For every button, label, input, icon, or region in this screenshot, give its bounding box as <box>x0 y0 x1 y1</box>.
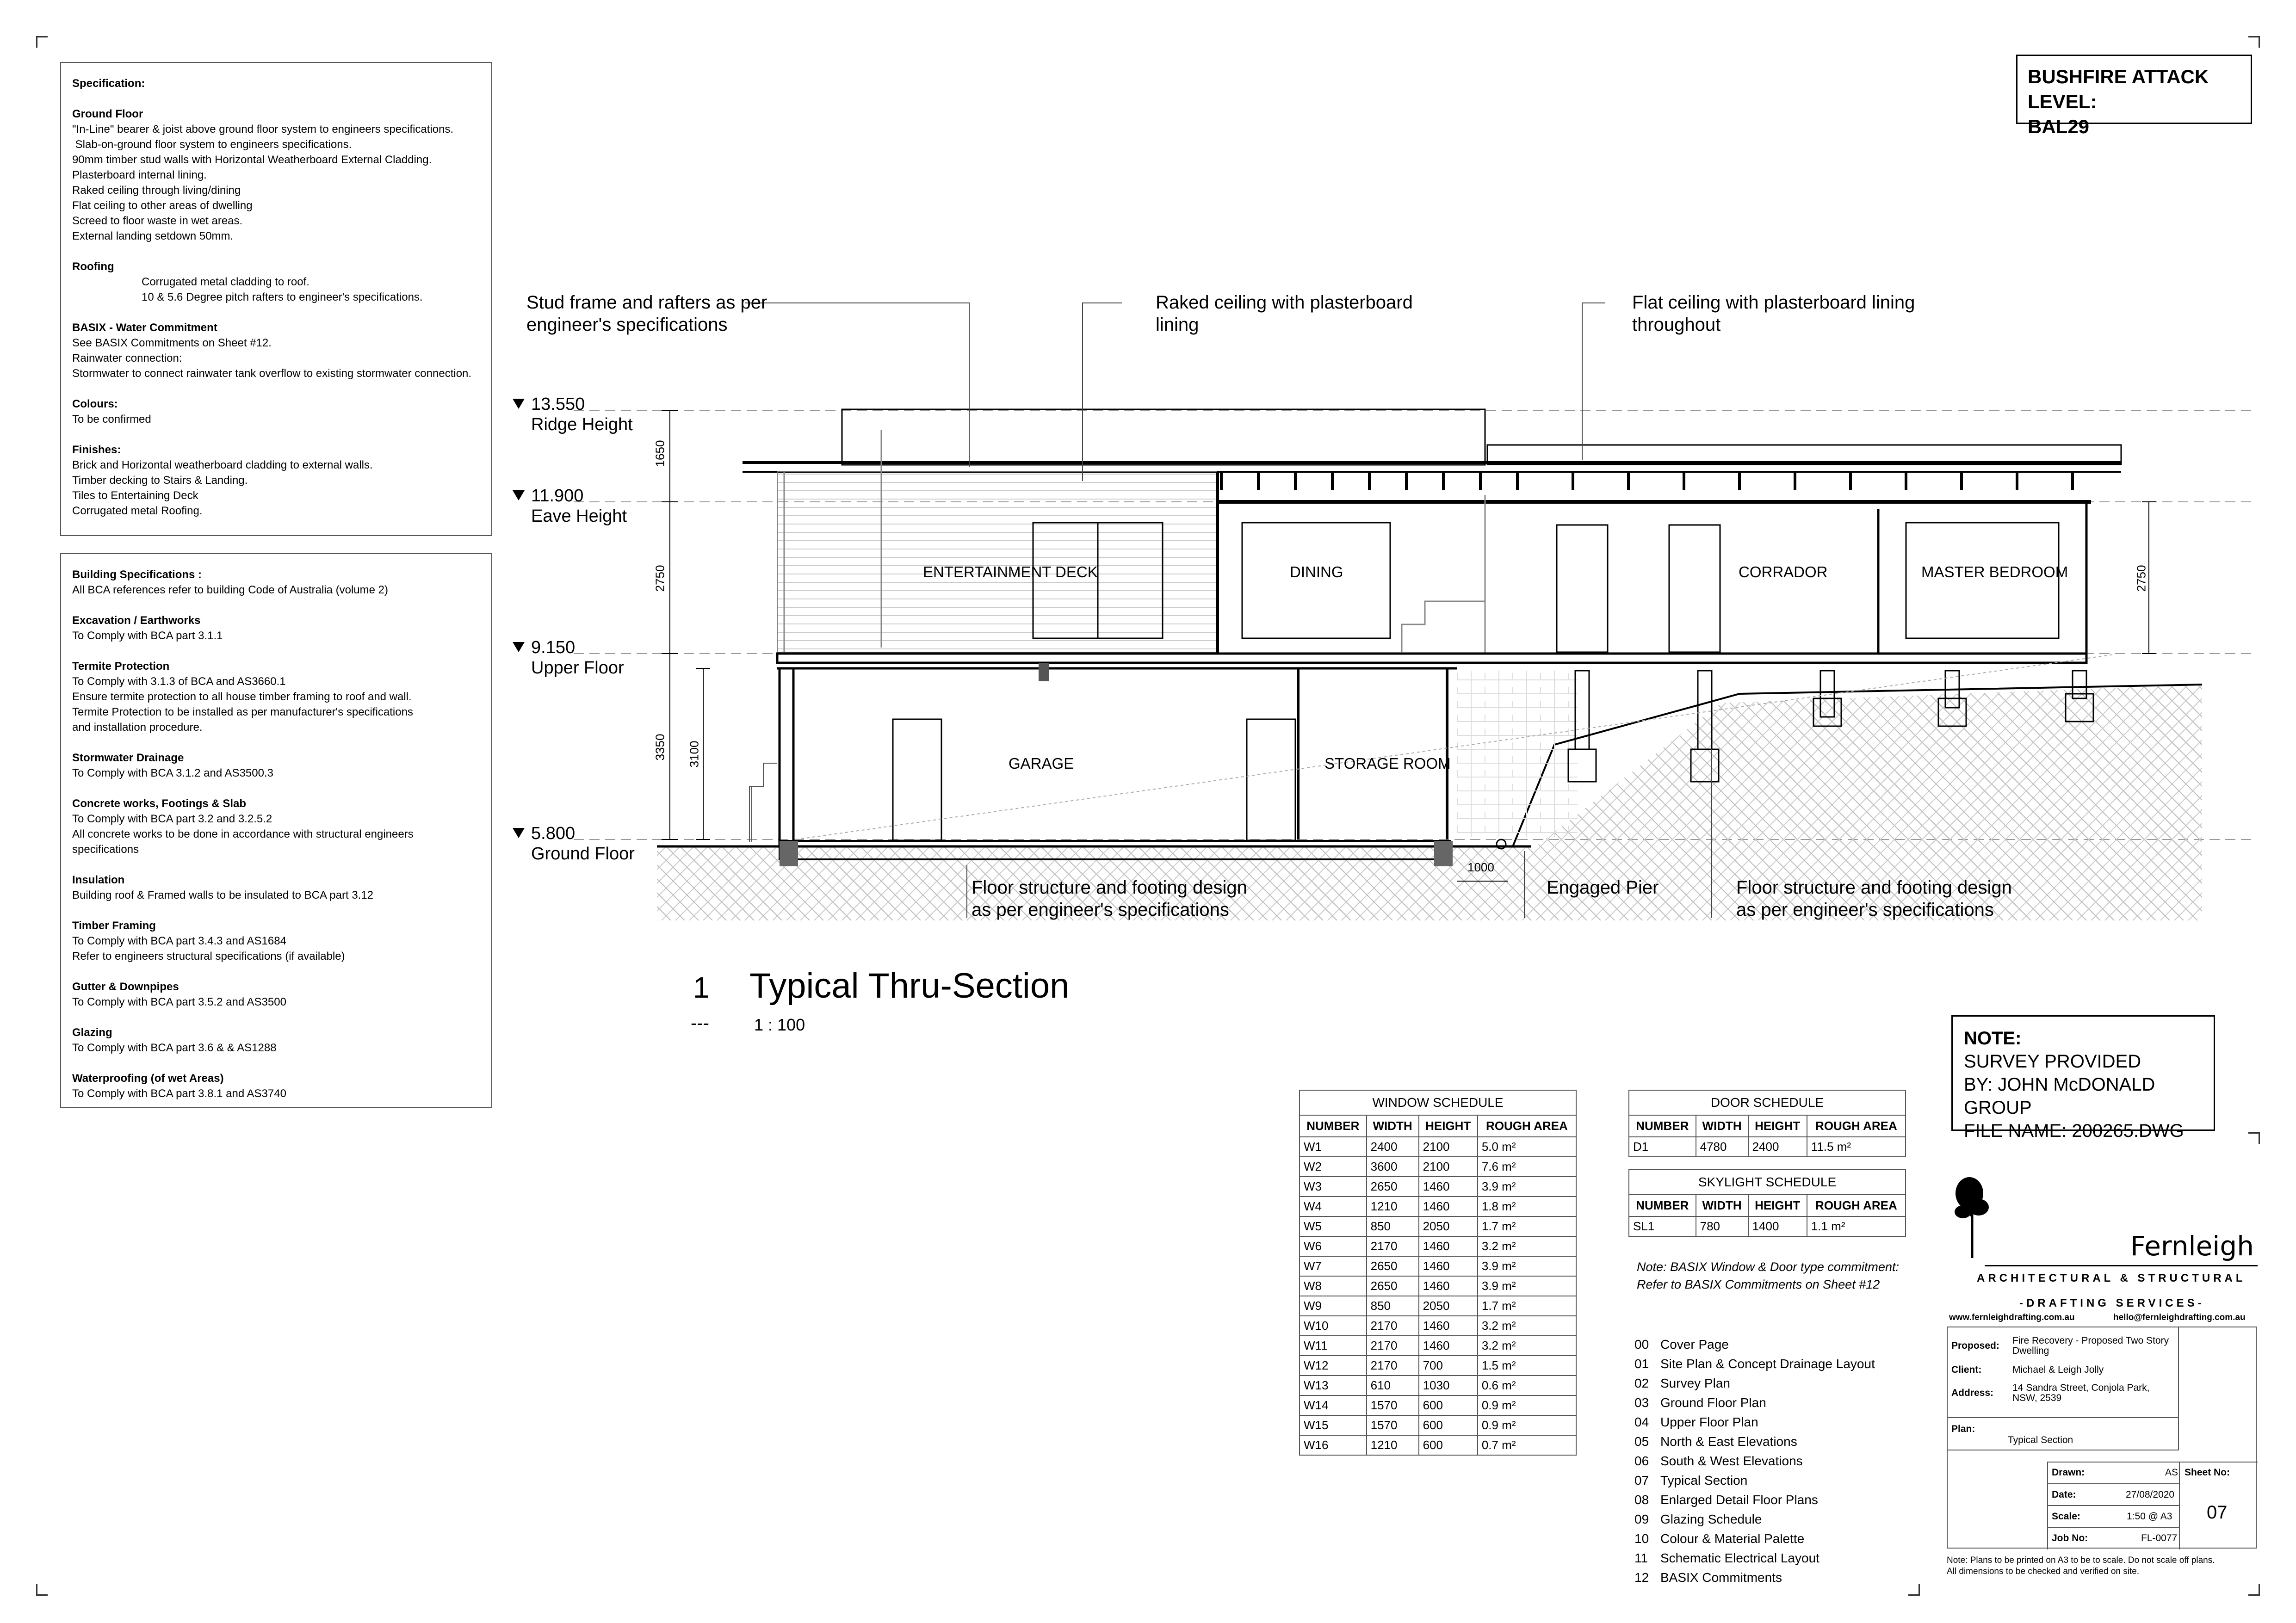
spec-heading: Colours: <box>72 398 118 410</box>
job-value: FL-0077 <box>2141 1533 2178 1543</box>
sheet-name: BASIX Commitments <box>1660 1570 1782 1585</box>
cell: 3.9 m² <box>1478 1177 1576 1197</box>
title-block <box>1947 1327 2257 1549</box>
proposed-value <box>2012 1336 2169 1356</box>
cell: 1570 <box>1367 1415 1419 1435</box>
spec-line: Corrugated metal cladding to roof. <box>142 276 309 288</box>
spec-line: External landing setdown 50mm. <box>72 230 234 242</box>
cell: SL1 <box>1629 1216 1696 1236</box>
section-title: Typical Thru-Section <box>749 966 1070 1006</box>
sheet-name: Schematic Electrical Layout <box>1660 1551 1819 1565</box>
sheet-number: 10 <box>1634 1531 1649 1546</box>
list-item <box>1634 1335 1875 1354</box>
room-dining: DINING <box>1290 563 1343 580</box>
sheet-name: South & West Elevations <box>1660 1454 1803 1468</box>
col-header: WIDTH <box>1367 1115 1419 1137</box>
sheet-list <box>1634 1335 1875 1587</box>
table-row <box>1300 1216 1576 1236</box>
sheet-name: North & East Elevations <box>1660 1434 1797 1449</box>
basix-line: Note: BASIX Window & Door type commitment: <box>1637 1260 1899 1274</box>
scale-value: 1:50 @ A3 <box>2127 1511 2172 1522</box>
client-value: Michael & Leigh Jolly <box>2012 1364 2104 1375</box>
note-title: NOTE: <box>1964 1028 2022 1049</box>
list-item <box>1634 1490 1875 1510</box>
sheet-number: 04 <box>1634 1415 1649 1429</box>
spec-heading: BASIX - Water Commitment <box>72 321 217 334</box>
spec-line: Brick and Horizontal weatherboard cladding to external walls. <box>72 459 373 471</box>
col-header: HEIGHT <box>1748 1115 1807 1137</box>
cell: 1400 <box>1748 1216 1807 1236</box>
cell: 2650 <box>1367 1177 1419 1197</box>
level-value: 5.800 <box>531 824 576 843</box>
cell: W15 <box>1300 1415 1367 1435</box>
spec-line: Building roof & Framed walls to be insulated to BCA part 3.12 <box>72 889 374 901</box>
sheet-name: Enlarged Detail Floor Plans <box>1660 1493 1818 1507</box>
spec-heading: Finishes: <box>72 444 121 456</box>
spec-line: Plasterboard internal lining. <box>72 169 207 181</box>
cell: 2400 <box>1367 1137 1419 1157</box>
sheet-number: 06 <box>1634 1454 1649 1468</box>
window-schedule <box>1299 1090 1577 1456</box>
cell: 0.9 m² <box>1478 1415 1576 1435</box>
list-item <box>1634 1354 1875 1374</box>
col-header: HEIGHT <box>1748 1195 1807 1216</box>
cell: 3.9 m² <box>1478 1276 1576 1296</box>
table-row <box>1300 1435 1576 1455</box>
cell: 4780 <box>1696 1137 1748 1157</box>
cell: 3.9 m² <box>1478 1256 1576 1276</box>
room-entertainment-deck: ENTERTAINMENT DECK <box>923 563 1098 580</box>
sheet-name: Ground Floor Plan <box>1660 1395 1766 1410</box>
note-line: BY: JOHN McDONALD GROUP <box>1964 1074 2155 1118</box>
bal-value: BAL29 <box>2028 116 2090 137</box>
cell: 1.8 m² <box>1478 1197 1576 1216</box>
cell: W16 <box>1300 1435 1367 1455</box>
spec-line: 10 & 5.6 Degree pitch rafters to engineer's specifications. <box>142 291 423 303</box>
table-row <box>1629 1137 1906 1157</box>
basix-note <box>1637 1258 1899 1293</box>
footnote-line: All dimensions to be checked and verified on site. <box>1947 1567 2140 1576</box>
spec-line: and installation procedure. <box>72 721 203 734</box>
scale-label: Scale: <box>2052 1511 2080 1522</box>
dim-3100: 3100 <box>687 741 701 768</box>
spec-heading: Ground Floor <box>72 108 143 120</box>
address-value <box>2012 1383 2150 1403</box>
spec-line: To Comply with BCA part 3.6 & & AS1288 <box>72 1042 277 1054</box>
cell: 2170 <box>1367 1236 1419 1256</box>
cell: W11 <box>1300 1336 1367 1356</box>
list-item <box>1634 1529 1875 1549</box>
level-value: 11.900 <box>531 486 584 506</box>
cell: 1210 <box>1367 1197 1419 1216</box>
spec-line: 90mm timber stud walls with Horizontal Weatherboard External Cladding. <box>72 154 432 166</box>
spec-line: All concrete works to be done in accordance with structural engineers specifications <box>72 828 414 856</box>
door-schedule-title: DOOR SCHEDULE <box>1628 1090 1906 1115</box>
table-row <box>1300 1316 1576 1336</box>
spec-line: Ensure termite protection to all house timber framing to roof and wall. <box>72 691 412 703</box>
cell: 700 <box>1419 1356 1478 1376</box>
sheet-number: 11 <box>1634 1551 1648 1565</box>
cell: W12 <box>1300 1356 1367 1376</box>
building-spec-intro: All BCA references refer to building Code of Australia (volume 2) <box>72 584 389 596</box>
cell: W1 <box>1300 1137 1367 1157</box>
date-value: 27/08/2020 <box>2126 1489 2175 1500</box>
cell: 1.1 m² <box>1807 1216 1906 1236</box>
spec-line: Screed to floor waste in wet areas. <box>72 215 243 227</box>
tree-logo-icon <box>1950 1166 1996 1258</box>
callout-line: Stud frame and rafters as per <box>526 292 767 313</box>
cell: 3.2 m² <box>1478 1236 1576 1256</box>
spec-line: To Comply with BCA part 3.4.3 and AS1684 <box>72 935 286 947</box>
title-block-footnote <box>1947 1555 2215 1577</box>
col-header: ROUGH AREA <box>1478 1115 1576 1137</box>
cell: 850 <box>1367 1296 1419 1316</box>
callout-raked-ceiling <box>1156 291 1413 336</box>
callout-floor-structure-right <box>1736 876 2012 921</box>
cell: W4 <box>1300 1197 1367 1216</box>
spec-line: To Comply with BCA 3.1.2 and AS3500.3 <box>72 767 273 779</box>
spec-line: To Comply with BCA part 3.8.1 and AS3740 <box>72 1087 286 1100</box>
sheet-name: Typical Section <box>1660 1473 1748 1487</box>
cell: W9 <box>1300 1296 1367 1316</box>
table-row <box>1300 1415 1576 1435</box>
sheet-name: Upper Floor Plan <box>1660 1415 1758 1429</box>
client-label: Client: <box>1951 1364 1982 1375</box>
spec-line: Refer to engineers structural specifications (if available) <box>72 950 345 963</box>
callout-line: Floor structure and footing design <box>1736 877 2012 898</box>
col-header: WIDTH <box>1696 1115 1748 1137</box>
table-row <box>1300 1256 1576 1276</box>
bal-title: BUSHFIRE ATTACK LEVEL: <box>2028 66 2209 112</box>
spec-line: See BASIX Commitments on Sheet #12. <box>72 337 272 349</box>
spec-line: Slab-on-ground floor system to engineers specifications. <box>72 138 352 151</box>
level-name: Ridge Height <box>531 415 633 434</box>
cell: 2650 <box>1367 1256 1419 1276</box>
spec-line: To Comply with BCA part 3.5.2 and AS3500 <box>72 996 286 1008</box>
proposed-label: Proposed: <box>1951 1340 1999 1351</box>
level-name: Ground Floor <box>531 844 635 864</box>
sheet-number: 09 <box>1634 1512 1649 1526</box>
room-corridor: CORRADOR <box>1739 563 1828 580</box>
table-row <box>1300 1376 1576 1395</box>
cell: 2170 <box>1367 1356 1419 1376</box>
cell: 0.9 m² <box>1478 1395 1576 1415</box>
cell: 7.6 m² <box>1478 1157 1576 1177</box>
proposed-line: Dwelling <box>2012 1345 2049 1356</box>
survey-note <box>1951 1015 2215 1141</box>
cell: 1460 <box>1419 1177 1478 1197</box>
proposed-line: Fire Recovery - Proposed Two Story <box>2012 1335 2169 1346</box>
spec-line: Tiles to Entertaining Deck <box>72 489 198 502</box>
callout-stud-frame <box>526 291 767 336</box>
cell: 2170 <box>1367 1336 1419 1356</box>
cell: W5 <box>1300 1216 1367 1236</box>
footnote-line: Note: Plans to be printed on A3 to be to scale. Do not scale off plans. <box>1947 1555 2215 1565</box>
sheet-number: 00 <box>1634 1337 1649 1351</box>
cell: 1460 <box>1419 1256 1478 1276</box>
cell: 1.5 m² <box>1478 1356 1576 1376</box>
note-line: SURVEY PROVIDED <box>1964 1051 2141 1072</box>
sheet-name: Colour & Material Palette <box>1660 1531 1805 1546</box>
sheet-number: 01 <box>1634 1357 1649 1371</box>
callout-line: as per engineer's specifications <box>972 900 1229 920</box>
cell: 3.2 m² <box>1478 1336 1576 1356</box>
sheet-name: Survey Plan <box>1660 1376 1730 1390</box>
cell: 0.6 m² <box>1478 1376 1576 1395</box>
spec-line: "In-Line" bearer & joist above ground floor system to engineers specifications. <box>72 123 454 136</box>
level-eave <box>531 486 627 526</box>
plan-label: Plan: <box>1951 1424 1975 1434</box>
plan-value: Typical Section <box>2008 1435 2073 1445</box>
section-ref: --- <box>691 1013 709 1033</box>
cell: 1570 <box>1367 1395 1419 1415</box>
door-schedule <box>1628 1090 1906 1157</box>
sheet-number: 05 <box>1634 1434 1649 1449</box>
list-item <box>1634 1393 1875 1413</box>
cell: 850 <box>1367 1216 1419 1236</box>
sheet-number: 07 <box>1634 1473 1649 1487</box>
spec-heading: Excavation / Earthworks <box>72 614 201 627</box>
table-row <box>1300 1197 1576 1216</box>
level-ridge <box>531 394 633 435</box>
list-item <box>1634 1413 1875 1432</box>
spec-heading: Roofing <box>72 260 114 273</box>
list-item <box>1634 1432 1875 1451</box>
cell: 1460 <box>1419 1197 1478 1216</box>
sheet-no-label: Sheet No: <box>2185 1467 2230 1478</box>
spec-title: Specification: <box>72 77 145 90</box>
spec-line: Timber decking to Stairs & Landing. <box>72 474 248 487</box>
drafting-services: -DRAFTING SERVICES- <box>2019 1297 2205 1309</box>
address-label: Address: <box>1951 1388 1994 1398</box>
website-link[interactable]: www.fernleighdrafting.com.au <box>1949 1313 2075 1322</box>
dim-3350: 3350 <box>653 734 667 761</box>
level-name: Eave Height <box>531 506 627 526</box>
cell: 610 <box>1367 1376 1419 1395</box>
list-item <box>1634 1374 1875 1393</box>
dim-1000: 1000 <box>1467 860 1494 874</box>
cell: W13 <box>1300 1376 1367 1395</box>
col-header: WIDTH <box>1696 1195 1748 1216</box>
list-item <box>1634 1568 1875 1587</box>
cell: 0.7 m² <box>1478 1435 1576 1455</box>
sheet-name: Site Plan & Concept Drainage Layout <box>1660 1357 1875 1371</box>
cell: 600 <box>1419 1415 1478 1435</box>
sheet-number: 12 <box>1634 1570 1649 1585</box>
spec-heading: Waterproofing (of wet Areas) <box>72 1072 224 1085</box>
dim-2750-right: 2750 <box>2134 565 2148 592</box>
callout-line: Floor structure and footing design <box>972 877 1247 898</box>
sheet-no-value: 07 <box>2207 1502 2228 1523</box>
cell: 600 <box>1419 1395 1478 1415</box>
spec-line: Corrugated metal Roofing. <box>72 505 203 517</box>
cell: W8 <box>1300 1276 1367 1296</box>
level-ground-floor <box>531 823 635 864</box>
spec-heading: Timber Framing <box>72 919 156 932</box>
col-header: ROUGH AREA <box>1807 1115 1906 1137</box>
list-item <box>1634 1451 1875 1471</box>
room-garage: GARAGE <box>1009 755 1074 772</box>
cell: D1 <box>1629 1137 1696 1157</box>
cell: 1210 <box>1367 1435 1419 1455</box>
callout-line: engineer's specifications <box>526 315 728 335</box>
cell: 1.7 m² <box>1478 1296 1576 1316</box>
dim-1650: 1650 <box>653 440 667 467</box>
spec-heading: Termite Protection <box>72 660 170 673</box>
spec-line: Stormwater to connect rainwater tank overflow to existing stormwater connection. <box>72 367 472 380</box>
table-row <box>1300 1177 1576 1197</box>
brand-rule <box>1985 1265 2258 1266</box>
cell: 1460 <box>1419 1236 1478 1256</box>
table-row <box>1300 1356 1576 1376</box>
cell: 2100 <box>1419 1137 1478 1157</box>
room-master-bedroom: MASTER BEDROOM <box>1921 563 2068 580</box>
cell: 600 <box>1419 1435 1478 1455</box>
col-header: NUMBER <box>1300 1115 1367 1137</box>
spec-line: Rainwater connection: <box>72 352 182 364</box>
table-row <box>1300 1336 1576 1356</box>
callout-engaged-pier: Engaged Pier <box>1547 877 1659 898</box>
cell: 2650 <box>1367 1276 1419 1296</box>
sheet-name: Glazing Schedule <box>1660 1512 1762 1526</box>
callout-floor-structure-left <box>972 876 1247 921</box>
spec-heading: Insulation <box>72 874 125 886</box>
window-schedule-title: WINDOW SCHEDULE <box>1299 1090 1577 1115</box>
table-row <box>1300 1236 1576 1256</box>
callout-line: Raked ceiling with plasterboard <box>1156 292 1413 313</box>
email-link[interactable]: hello@fernleighdrafting.com.au <box>2113 1313 2246 1322</box>
list-item <box>1634 1471 1875 1490</box>
table-row <box>1300 1395 1576 1415</box>
table-row <box>1300 1276 1576 1296</box>
brand-subtitle: ARCHITECTURAL & STRUCTURAL <box>1977 1272 2246 1284</box>
building-spec-title: Building Specifications : <box>72 568 202 581</box>
cell: 2100 <box>1419 1157 1478 1177</box>
cell: W10 <box>1300 1316 1367 1336</box>
col-header: ROUGH AREA <box>1807 1195 1906 1216</box>
cell: W2 <box>1300 1157 1367 1177</box>
col-header: HEIGHT <box>1419 1115 1478 1137</box>
spec-line: Flat ceiling to other areas of dwelling <box>72 199 253 212</box>
cell: 1460 <box>1419 1316 1478 1336</box>
cell: 780 <box>1696 1216 1748 1236</box>
table-row <box>1300 1296 1576 1316</box>
spec-heading: Glazing <box>72 1026 112 1039</box>
date-label: Date: <box>2052 1489 2076 1500</box>
spec-heading: Concrete works, Footings & Slab <box>72 797 247 810</box>
sheet-number: 02 <box>1634 1376 1649 1390</box>
sheet-name: Cover Page <box>1660 1337 1729 1351</box>
cell: 1460 <box>1419 1276 1478 1296</box>
address-line: 14 Sandra Street, Conjola Park, <box>2012 1382 2150 1393</box>
cell: 2170 <box>1367 1316 1419 1336</box>
cell: 3.2 m² <box>1478 1316 1576 1336</box>
spec-heading: Gutter & Downpipes <box>72 981 179 993</box>
cell: 11.5 m² <box>1807 1137 1906 1157</box>
callout-line: lining <box>1156 315 1199 335</box>
spec-line: To Comply with BCA part 3.1.1 <box>72 629 223 642</box>
callout-line: as per engineer's specifications <box>1736 900 1994 920</box>
level-name: Upper Floor <box>531 658 624 678</box>
sheet-number: 08 <box>1634 1493 1649 1507</box>
drawn-label: Drawn: <box>2052 1467 2085 1478</box>
address-line: NSW, 2539 <box>2012 1393 2062 1403</box>
basix-line: Refer to BASIX Commitments on Sheet #12 <box>1637 1277 1880 1291</box>
list-item <box>1634 1510 1875 1529</box>
list-item <box>1634 1549 1875 1568</box>
level-value: 13.550 <box>531 395 585 414</box>
cell: W7 <box>1300 1256 1367 1276</box>
cell: W14 <box>1300 1395 1367 1415</box>
cell: 2050 <box>1419 1216 1478 1236</box>
spec-line: To be confirmed <box>72 413 151 426</box>
cell: 5.0 m² <box>1478 1137 1576 1157</box>
spec-line: Termite Protection to be installed as per manufacturer's specifications <box>72 706 413 718</box>
skylight-schedule-title: SKYLIGHT SCHEDULE <box>1628 1169 1906 1194</box>
spec-line: To Comply with 3.1.3 of BCA and AS3660.1 <box>72 675 286 688</box>
section-number: 1 <box>693 971 710 1004</box>
level-value: 9.150 <box>531 638 576 657</box>
cell: 1.7 m² <box>1478 1216 1576 1236</box>
cell: 2400 <box>1748 1137 1807 1157</box>
skylight-schedule <box>1628 1169 1906 1237</box>
dim-2750: 2750 <box>653 565 667 592</box>
drawn-value: AS <box>2165 1467 2178 1478</box>
cell: 2050 <box>1419 1296 1478 1316</box>
spec-heading: Stormwater Drainage <box>72 752 184 764</box>
cell: W3 <box>1300 1177 1367 1197</box>
table-row <box>1300 1137 1576 1157</box>
callout-flat-ceiling <box>1632 291 1915 336</box>
spec-line: Raked ceiling through living/dining <box>72 184 241 197</box>
cell: 1030 <box>1419 1376 1478 1395</box>
callout-line: Flat ceiling with plasterboard lining <box>1632 292 1915 313</box>
spec-line: To Comply with BCA part 3.2 and 3.2.5.2 <box>72 813 272 825</box>
job-label: Job No: <box>2052 1533 2088 1543</box>
sheet-number: 03 <box>1634 1395 1649 1410</box>
section-scale: 1 : 100 <box>754 1015 805 1034</box>
room-storage: STORAGE ROOM <box>1324 755 1451 772</box>
level-upper-floor <box>531 637 624 678</box>
table-row <box>1300 1157 1576 1177</box>
col-header: NUMBER <box>1629 1115 1696 1137</box>
table-row <box>1629 1216 1906 1236</box>
note-line: FILE NAME: 200265.DWG <box>1964 1121 2184 1141</box>
brand-name: Fernleigh <box>2130 1230 2254 1262</box>
callout-line: throughout <box>1632 315 1721 335</box>
cell: 1460 <box>1419 1336 1478 1356</box>
cell: 3600 <box>1367 1157 1419 1177</box>
cell: W6 <box>1300 1236 1367 1256</box>
col-header: NUMBER <box>1629 1195 1696 1216</box>
